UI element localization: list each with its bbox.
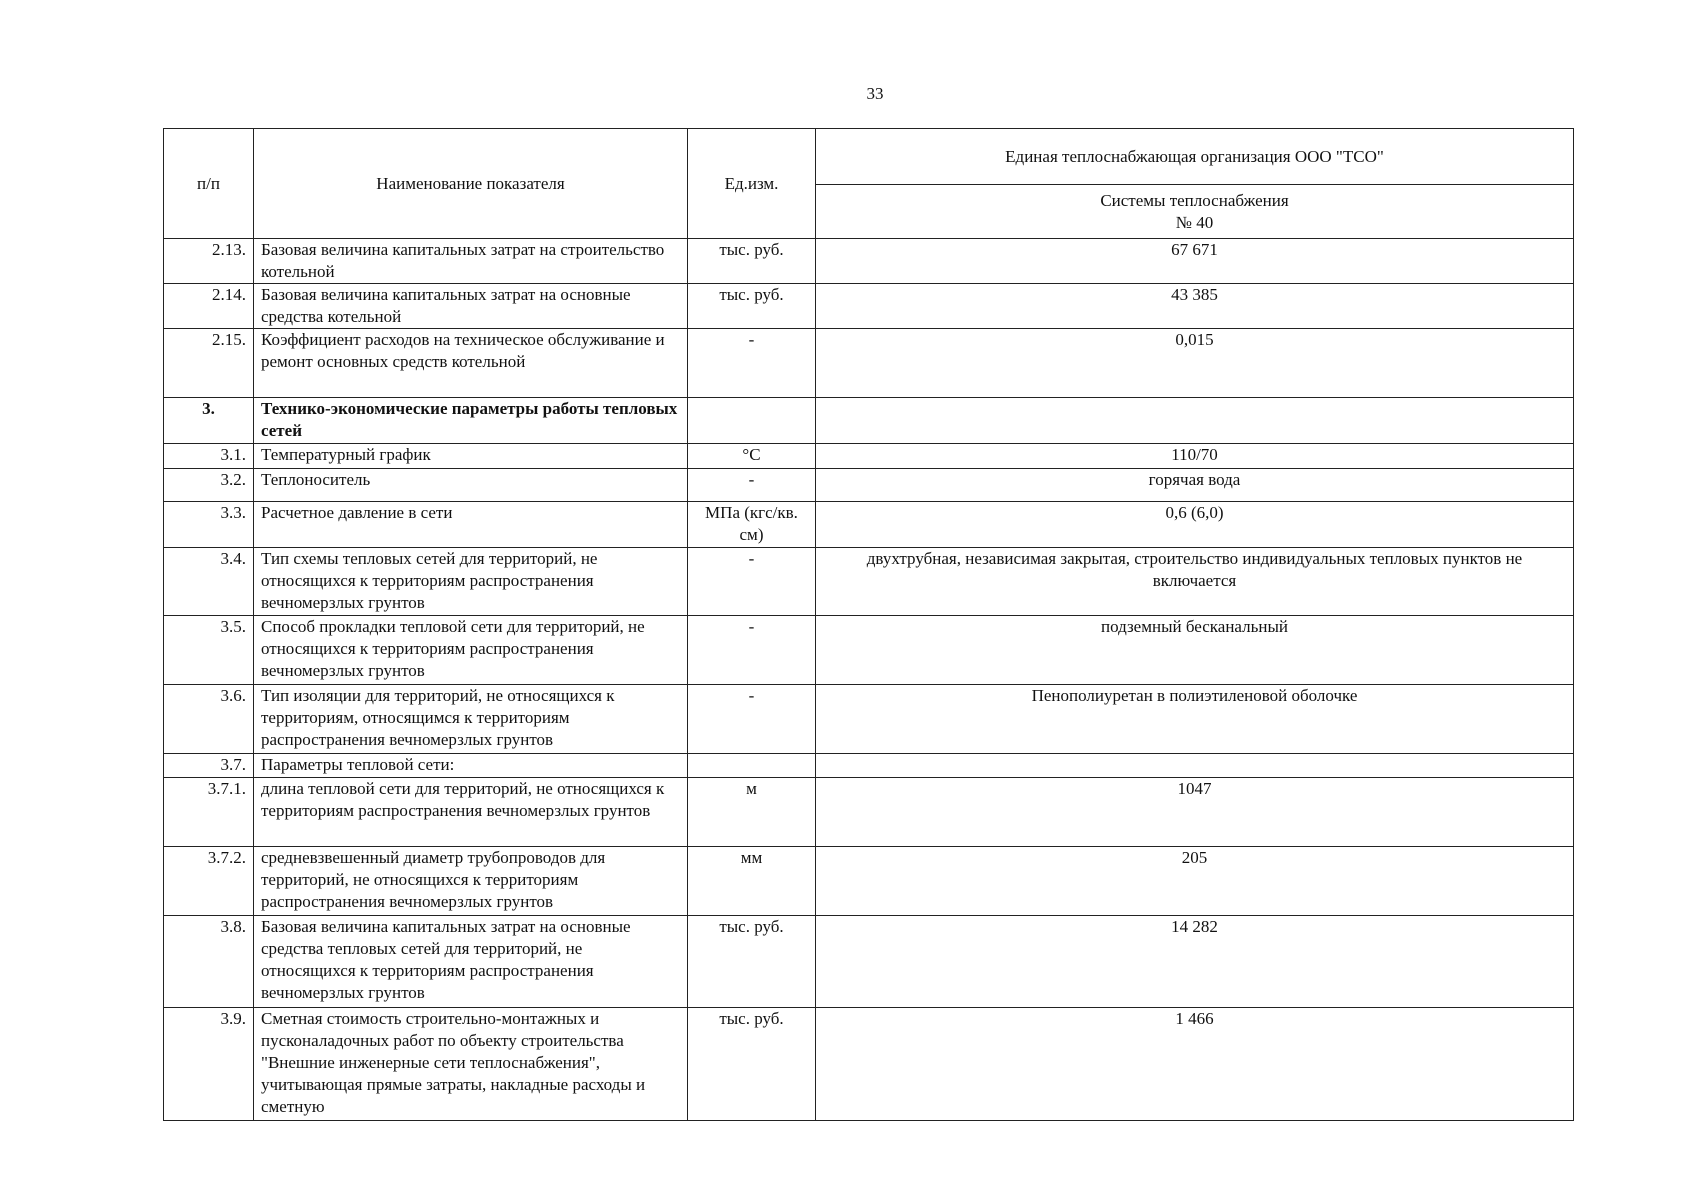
row-number: 3.7. (164, 754, 254, 778)
row-number: 3.7.2. (164, 847, 254, 916)
header-num: п/п (164, 129, 254, 239)
row-value: 205 (816, 847, 1574, 916)
table-row (164, 685, 1574, 754)
row-value: 1047 (816, 778, 1574, 847)
table-row (164, 847, 1574, 916)
row-number: 3.2. (164, 469, 254, 502)
row-name: длина тепловой сети для территорий, не относящихся к территориям распространения вечномерзлых грунтов (254, 778, 688, 847)
row-name: Коэффициент расходов на техническое обслуживание и ремонт основных средств котельной (254, 329, 688, 398)
row-name: Базовая величина капитальных затрат на строительство котельной (254, 239, 688, 284)
page-number: 33 (866, 84, 884, 103)
row-unit: - (688, 548, 816, 616)
table-row (164, 239, 1574, 284)
row-number: 2.13. (164, 239, 254, 284)
row-number: 2.15. (164, 329, 254, 398)
row-name: Параметры тепловой сети: (254, 754, 688, 778)
row-unit: тыс. руб. (688, 239, 816, 284)
table-row (164, 548, 1574, 616)
row-number: 3. (164, 398, 254, 444)
row-value (816, 754, 1574, 778)
row-value: 0,6 (6,0) (816, 502, 1574, 548)
row-unit: тыс. руб. (688, 916, 816, 1008)
row-unit: °С (688, 444, 816, 469)
header-org-title: Единая теплоснабжающая организация ООО "ТСО" (816, 129, 1574, 185)
table-row (164, 616, 1574, 685)
table-row (164, 398, 1574, 444)
table-row (164, 284, 1574, 329)
table-row (164, 754, 1574, 778)
table-row (164, 444, 1574, 469)
row-value: двухтрубная, независимая закрытая, строительство индивидуальных тепловых пунктов не включается (816, 548, 1574, 616)
row-unit: МПа (кгс/кв. см) (688, 502, 816, 548)
row-unit: - (688, 616, 816, 685)
table-row (164, 916, 1574, 1008)
table-row (164, 1008, 1574, 1121)
row-number: 3.5. (164, 616, 254, 685)
row-value: подземный бесканальный (816, 616, 1574, 685)
row-number: 3.4. (164, 548, 254, 616)
row-number: 3.6. (164, 685, 254, 754)
row-unit: мм (688, 847, 816, 916)
row-name: Теплоноситель (254, 469, 688, 502)
row-unit: - (688, 685, 816, 754)
row-name: Сметная стоимость строительно-монтажных и пусконаладочных работ по объекту строительства "Внешние инженерные сети теплоснабжения", учитывающая прямые затраты, накладные расходы и сметную (254, 1008, 688, 1121)
row-unit: м (688, 778, 816, 847)
row-number: 3.3. (164, 502, 254, 548)
row-number: 3.7.1. (164, 778, 254, 847)
table-row (164, 502, 1574, 548)
row-value (816, 398, 1574, 444)
row-number: 2.14. (164, 284, 254, 329)
row-value: 110/70 (816, 444, 1574, 469)
table-row (164, 329, 1574, 398)
row-name: средневзвешенный диаметр трубопроводов для территорий, не относящихся к территориям распространения вечномерзлых грунтов (254, 847, 688, 916)
row-name: Расчетное давление в сети (254, 502, 688, 548)
row-value: 1 466 (816, 1008, 1574, 1121)
row-unit: тыс. руб. (688, 284, 816, 329)
row-value: 43 385 (816, 284, 1574, 329)
row-unit (688, 398, 816, 444)
row-unit: тыс. руб. (688, 1008, 816, 1121)
row-name: Базовая величина капитальных затрат на основные средства котельной (254, 284, 688, 329)
row-name: Базовая величина капитальных затрат на основные средства тепловых сетей для территорий, не относящихся к территориям распространения вечномерзлых грунтов (254, 916, 688, 1008)
table-body (164, 239, 1574, 1121)
row-number: 3.9. (164, 1008, 254, 1121)
header-system (816, 185, 1574, 239)
row-unit: - (688, 329, 816, 398)
header-name: Наименование показателя (254, 129, 688, 239)
row-name: Технико-экономические параметры работы тепловых сетей (254, 398, 688, 444)
row-name: Способ прокладки тепловой сети для территорий, не относящихся к территориям распространения вечномерзлых грунтов (254, 616, 688, 685)
row-number: 3.1. (164, 444, 254, 469)
row-name: Температурный график (254, 444, 688, 469)
header-unit: Ед.изм. (688, 129, 816, 239)
table-row (164, 778, 1574, 847)
row-value: 0,015 (816, 329, 1574, 398)
row-name: Тип изоляции для территорий, не относящихся к территориям, относящимся к территориям распространения вечномерзлых грунтов (254, 685, 688, 754)
row-value: горячая вода (816, 469, 1574, 502)
header-system-line1: Системы теплоснабжения (1100, 190, 1289, 210)
header-system-line2: № 40 (1175, 212, 1214, 232)
row-value: 67 671 (816, 239, 1574, 284)
row-name: Тип схемы тепловых сетей для территорий, не относящихся к территориям распространения вечномерзлых грунтов (254, 548, 688, 616)
row-number: 3.8. (164, 916, 254, 1008)
row-unit (688, 754, 816, 778)
row-unit: - (688, 469, 816, 502)
row-value: Пенополиуретан в полиэтиленовой оболочке (816, 685, 1574, 754)
table-row (164, 469, 1574, 502)
indicators-table (163, 128, 1574, 1121)
row-value: 14 282 (816, 916, 1574, 1008)
